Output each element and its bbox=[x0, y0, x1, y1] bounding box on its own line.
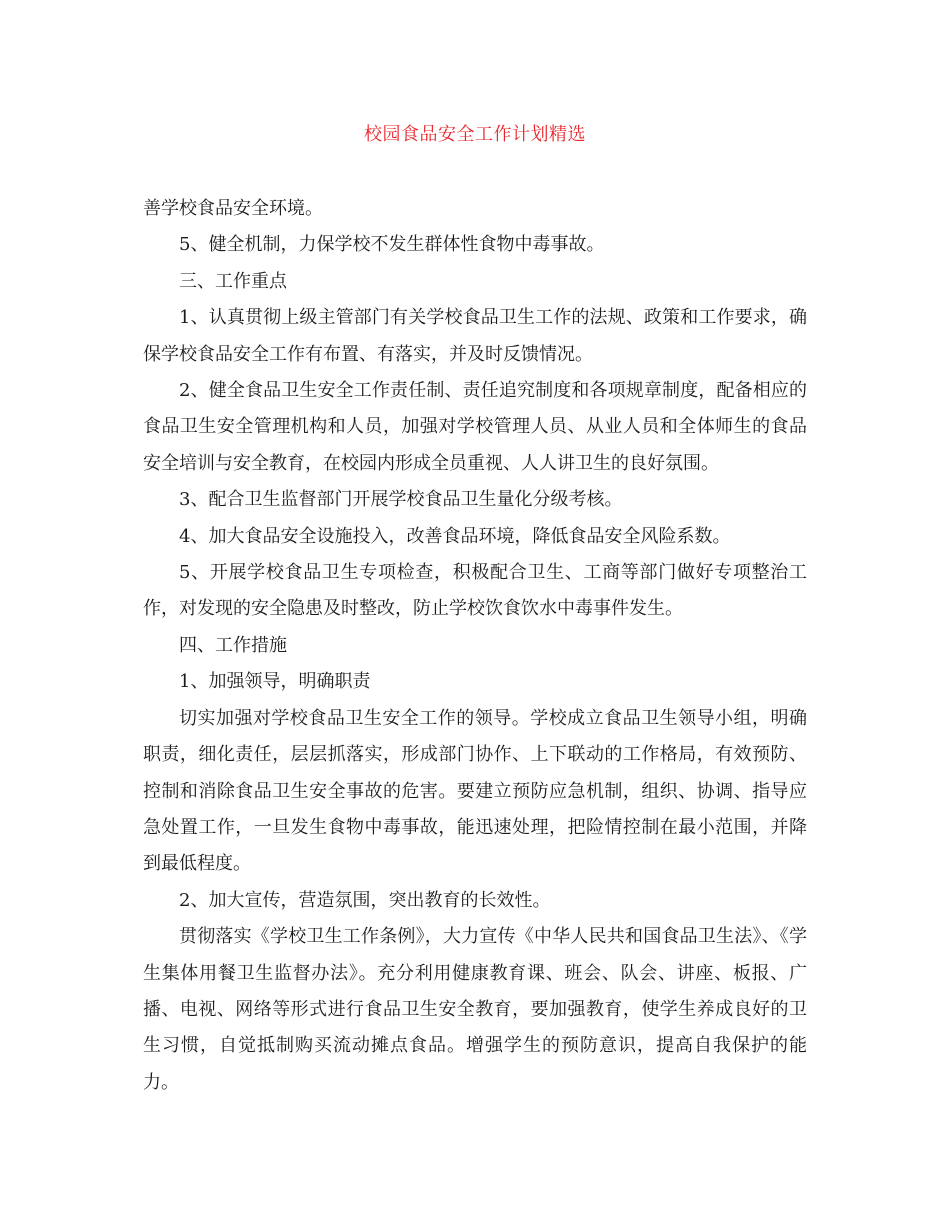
paragraph: 5、健全机制，力保学校不发生群体性食物中毒事故。 bbox=[179, 234, 605, 256]
paragraph: 3、配合卫生监督部门开展学校食品卫生量化分级考核。 bbox=[179, 489, 623, 511]
document-body bbox=[143, 191, 807, 1101]
paragraph: 切实加强对学校食品卫生安全工作的领导。学校成立食品卫生领导小组，明确职责，细化责任，层层抓落实，形成部门协作、上下联动的工作格局，有效预防、控制和消除食品卫生安全事故的危害。要建立预防应急机制，组织、协调、指导应急处置工作，一旦发生食物中毒事故，能迅速处理，把险情控制在最小范围，并降到最低程度。 bbox=[143, 707, 807, 875]
paragraph: 5、开展学校食品卫生专项检查，积极配合卫生、工商等部门做好专项整治工作，对发现的安全隐患及时整改，防止学校饮食饮水中毒事件发生。 bbox=[143, 562, 807, 620]
section-heading: 三、工作重点 bbox=[179, 270, 287, 292]
paragraph: 4、加大食品安全设施投入，改善食品环境，降低食品安全风险系数。 bbox=[179, 525, 731, 547]
paragraph: 善学校食品安全环境。 bbox=[143, 198, 323, 219]
paragraph: 贯彻落实《学校卫生工作条例》，大力宣传《中华人民共和国食品卫生法》、《学生集体用餐卫生监督办法》。充分利用健康教育课、班会、队会、讲座、板报、广播、电视、网络等形式进行食品卫生安全教育，要加强教育，使学生养成良好的卫生习惯，自觉抵制购买流动摊点食品。增强学生的预防意识，提高自我保护的能力。 bbox=[143, 926, 807, 1093]
document-title: 校园食品安全工作计划精选 bbox=[364, 124, 586, 145]
section-heading: 四、工作措施 bbox=[179, 634, 287, 656]
paragraph: 2、健全食品卫生安全工作责任制、责任追究制度和各项规章制度，配备相应的食品卫生安全管理机构和人员，加强对学校管理人员、从业人员和全体师生的食品安全培训与安全教育，在校园内形成全员重视、人人讲卫生的良好氛围。 bbox=[143, 380, 807, 474]
subsection-heading: 1、加强领导，明确职责 bbox=[179, 671, 371, 693]
paragraph: 1、认真贯彻上级主管部门有关学校食品卫生工作的法规、政策和工作要求，确保学校食品安全工作有布置、有落实，并及时反馈情况。 bbox=[143, 307, 807, 365]
subsection-heading: 2、加大宣传，营造氛围，突出教育的长效性。 bbox=[179, 889, 551, 911]
